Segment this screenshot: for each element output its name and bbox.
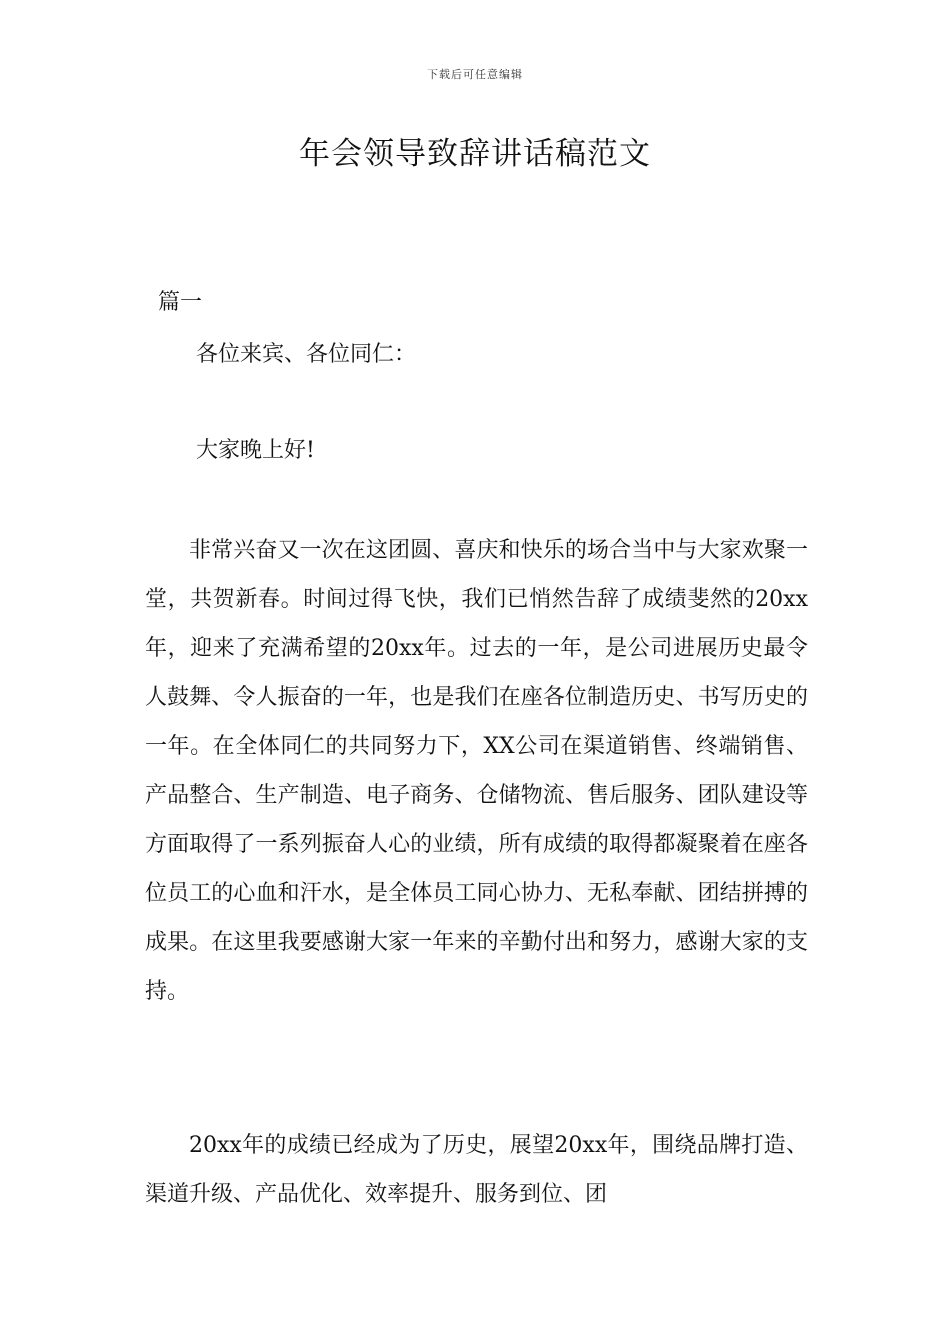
- section-label: 篇一: [158, 290, 203, 315]
- body-paragraph: 20xx年的成绩已经成为了历史，展望20xx年，围绕品牌打造、渠道升级、产品优化、效率提升、服务到位、团: [145, 1133, 808, 1207]
- header-note: 下载后可任意编辑: [427, 68, 523, 81]
- salutation: 各位来宾、各位同仁：: [196, 342, 417, 367]
- document-title: 年会领导致辞讲话稿范文: [299, 136, 651, 172]
- greeting: 大家晚上好!: [196, 438, 315, 463]
- body-paragraph: 非常兴奋又一次在这团圆、喜庆和快乐的场合当中与大家欢聚一堂，共贺新春。时间过得飞快，我们已悄然告辞了成绩斐然的20xx年，迎来了充满希望的20xx年。过去的一年，是公司进展历史最令人鼓舞、令人振奋的一年，也是我们在座各位制造历史、书写历史的一年。在全体同仁的共同努力下，XX公司在渠道销售、终端销售、产品整合、生产制造、电子商务、仓储物流、售后服务、团队建设等方面取得了一系列振奋人心的业绩，所有成绩的取得都凝聚着在座各位员工的心血和汗水，是全体员工同心协力、无私奉献、团结拼搏的成果。在这里我要感谢大家一年来的辛勤付出和努力，感谢大家的支持。: [145, 538, 808, 1004]
